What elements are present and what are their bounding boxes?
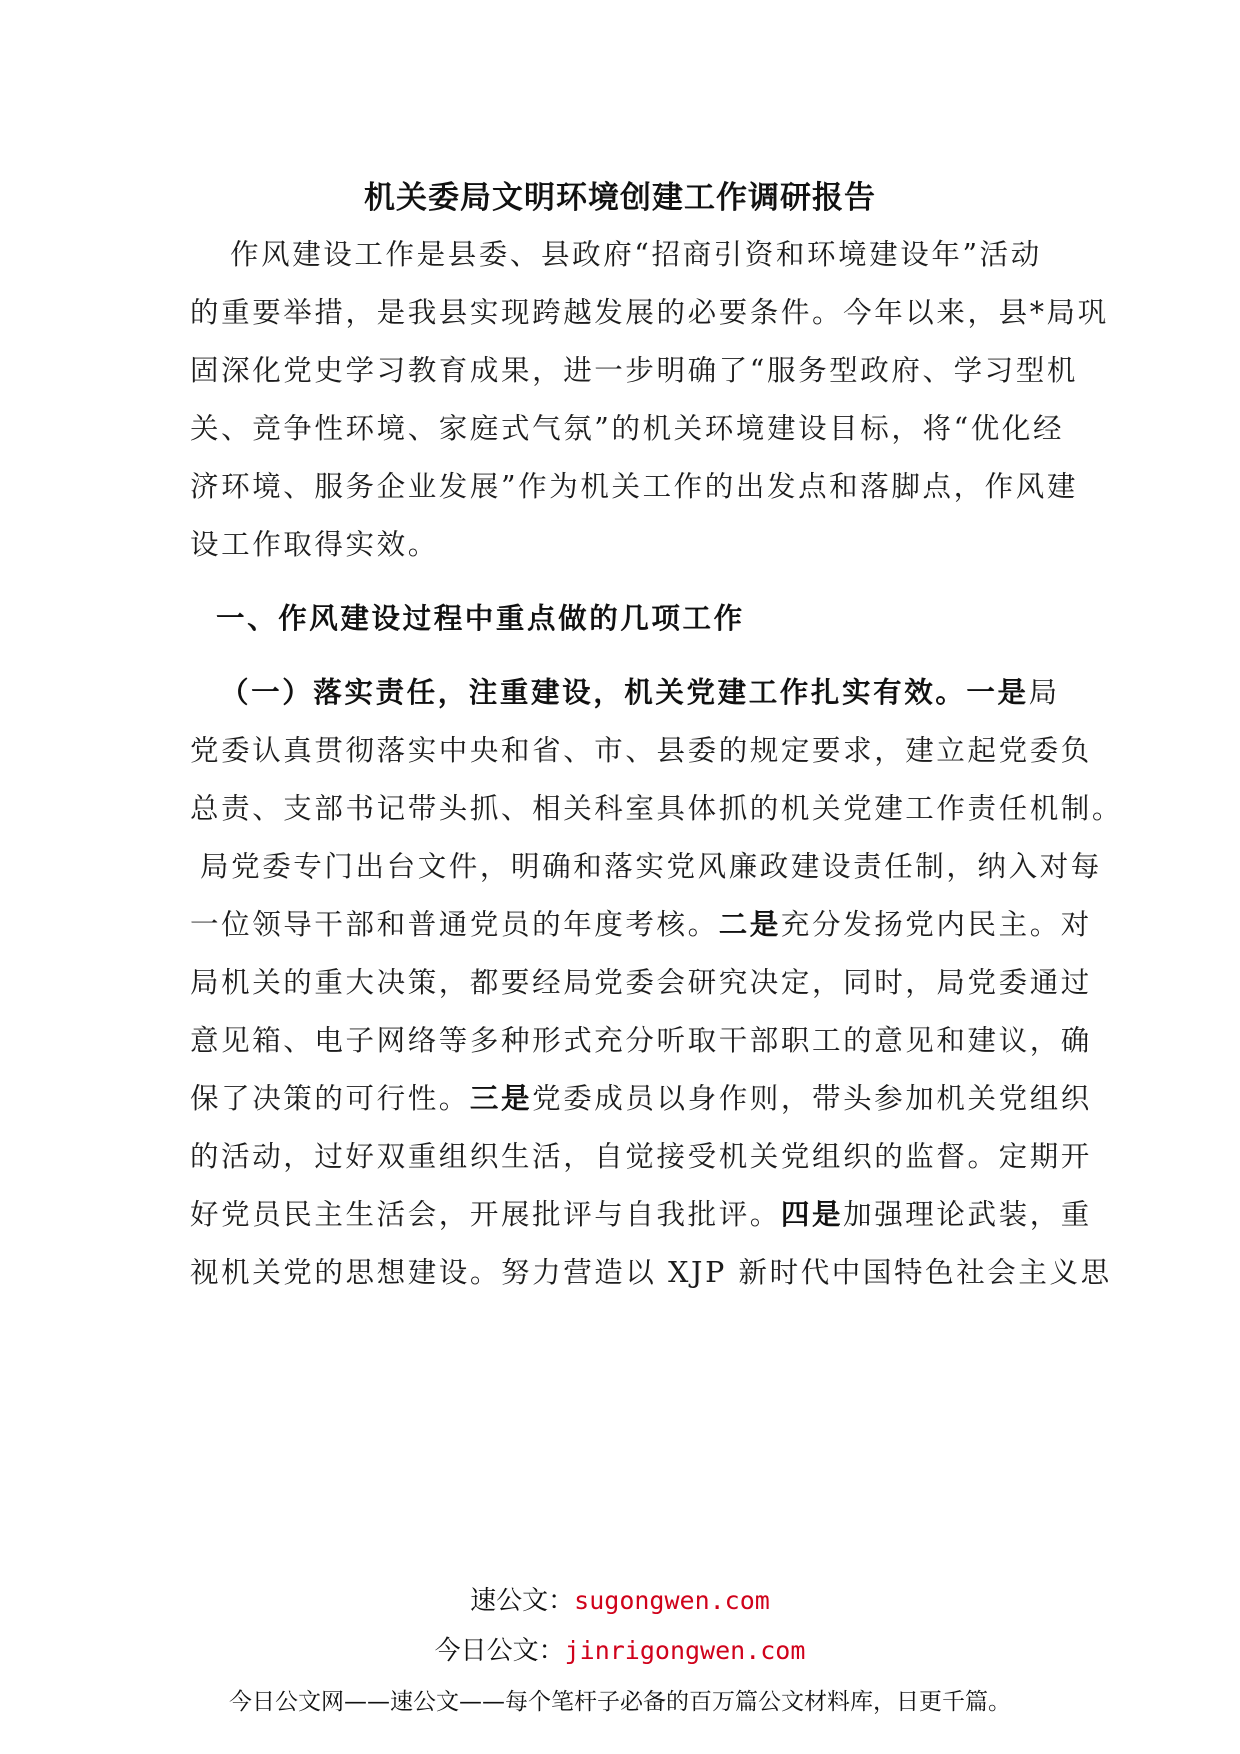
- body-line: 的活动，过好双重组织生活，自觉接受机关党组织的监督。定期开: [190, 1140, 1092, 1173]
- body-text-segment: 好党员民主生活会，开展批评与自我批评。: [190, 1198, 781, 1231]
- body-line: 意见箱、电子网络等多种形式充分听取干部职工的意见和建议，确: [190, 1024, 1092, 1057]
- item-marker: 一是: [966, 676, 1029, 709]
- footer-site-sugongwen[interactable]: [0, 1580, 1240, 1617]
- body-line: 视机关党的思想建设。努力营造以 XJP 新时代中国特色社会主义思: [190, 1256, 1112, 1289]
- subsection-heading: （一）落实责任，注重建设，机关党建工作扎实有效。: [220, 676, 967, 709]
- body-text-segment: 保了决策的可行性。: [190, 1082, 470, 1115]
- body-line: [190, 902, 1092, 966]
- intro-line: 的重要举措，是我县实现跨越发展的必要条件。今年以来，县*局巩: [190, 296, 1109, 329]
- item-marker: 三是: [469, 1082, 533, 1115]
- subsection-first-line: [220, 670, 1060, 734]
- body-text-segment: 充分发扬党内民主。对: [780, 908, 1092, 941]
- intro-line: 关、竞争性环境、家庭式气氛”的机关环境建设目标，将“优化经: [190, 412, 1065, 445]
- body-line: 局机关的重大决策，都要经局党委会研究决定，同时，局党委通过: [190, 966, 1092, 999]
- footer-site-jinrigongwen[interactable]: [0, 1630, 1240, 1667]
- footer-tagline: 今日公文网——速公文——每个笔杆子必备的百万篇公文材料库，日更千篇。: [229, 1689, 1011, 1715]
- item-marker: 二是: [718, 908, 781, 941]
- section-heading: 一、作风建设过程中重点做的几项工作: [216, 602, 745, 635]
- body-text-segment: 加强理论武装，重: [843, 1198, 1092, 1231]
- body-line: 总责、支部书记带头抓、相关科室具体抓的机关党建工作责任机制。: [190, 792, 1124, 825]
- body-line: 局党委专门出台文件，明确和落实党风廉政建设责任制，纳入对每: [200, 850, 1102, 883]
- intro-line: 济环境、服务企业发展”作为机关工作的出发点和落脚点，作风建: [190, 470, 1078, 503]
- body-text-segment: 党委成员以身作则，带头参加机关党组织: [532, 1082, 1092, 1115]
- intro-line: 作风建设工作是县委、县政府“招商引资和环境建设年”活动: [230, 238, 1042, 271]
- intro-line: 固深化党史学习教育成果，进一步明确了“服务型政府、学习型机: [190, 354, 1078, 387]
- footer-site-label: 今日公文：: [434, 1636, 565, 1666]
- footer-site-label: 速公文：: [470, 1586, 575, 1616]
- body-line: 党委认真贯彻落实中央和省、市、县委的规定要求，建立起党委负: [190, 734, 1092, 767]
- item-marker: 四是: [780, 1198, 844, 1231]
- intro-line: 设工作取得实效。: [190, 528, 439, 561]
- footer-site-url[interactable]: sugongwen.com: [574, 1586, 770, 1615]
- footer-site-url[interactable]: jinrigongwen.com: [564, 1636, 806, 1665]
- body-line: [190, 1076, 1092, 1140]
- subsection-line-tail: 局: [1028, 676, 1060, 709]
- document-title: 机关委局文明环境创建工作调研报告: [364, 180, 876, 216]
- body-line: [190, 1192, 1092, 1256]
- body-text-segment: 一位领导干部和普通党员的年度考核。: [190, 908, 719, 941]
